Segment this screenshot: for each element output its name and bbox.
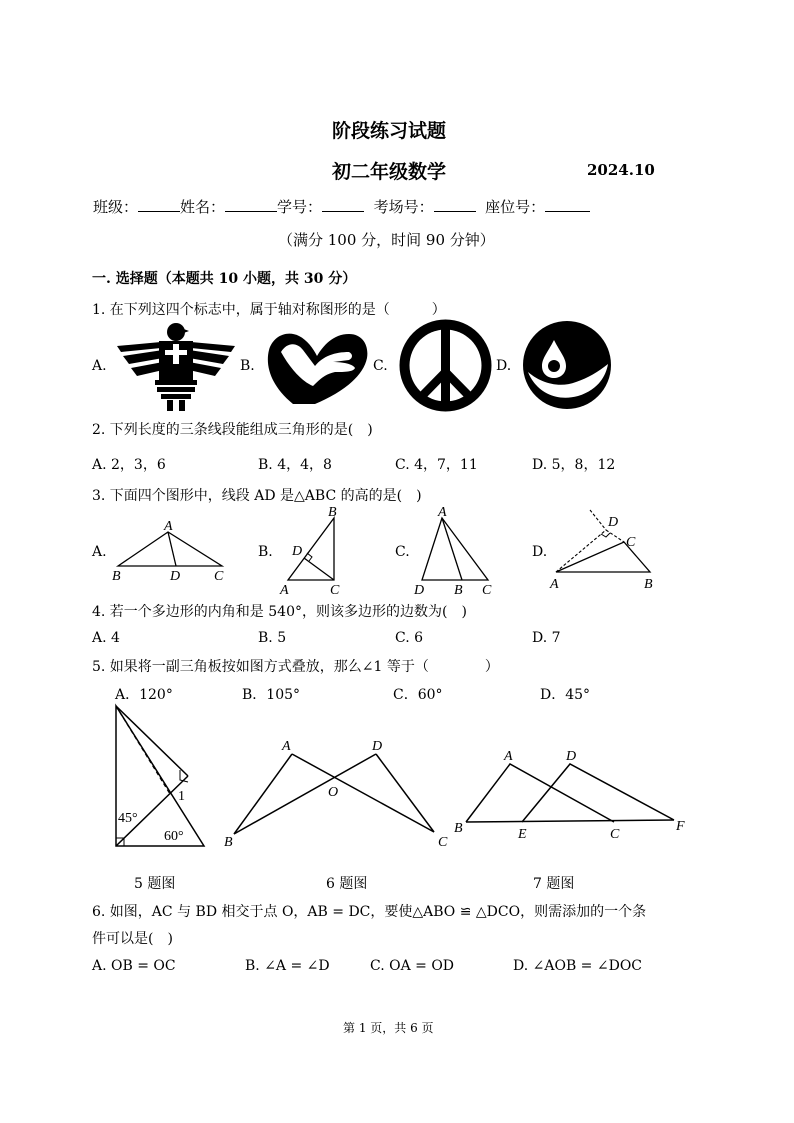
caption-fig5: 5 题图 [134, 876, 176, 892]
q2-stem: 2. 下列长度的三条线段能组成三角形的是( ) [92, 422, 373, 438]
q5-stem: 5. 如果将一副三角板按如图方式叠放，那么∠1 等于（ ） [92, 659, 499, 675]
q4-stem: 4. 若一个多边形的内角和是 540°，则该多边形的边数为( ) [92, 604, 467, 620]
q4-option-d: D. 7 [532, 630, 561, 646]
seat-blank[interactable] [545, 197, 590, 212]
q5-option-c: C．60° [393, 687, 443, 703]
q3a-label-b: B [112, 569, 121, 584]
q6-option-b: B. ∠A = ∠D [245, 958, 330, 974]
seat-label: 座位号： [485, 198, 546, 216]
q3c-label-b: B [454, 583, 463, 598]
q3d-label-d: D [608, 515, 619, 530]
q6-option-a: A. OB = OC [92, 958, 176, 974]
q2-option-b: B. 4，4，8 [258, 457, 332, 473]
caption-fig6: 6 题图 [326, 876, 368, 892]
name-label: 姓名： [180, 198, 226, 216]
q1-stem: 1. 在下列这四个标志中，属于轴对称图形的是（ ） [92, 302, 446, 318]
q3-figure-a [108, 518, 233, 584]
peace-sign-logo-icon [398, 318, 493, 413]
q3b-label-a: A [280, 583, 289, 598]
q6-stem-line1: 6. 如图，AC 与 BD 相交于点 O，AB = DC，要使△ABO ≌ △DCO，则需添加的一个条 [92, 904, 647, 920]
q3c-label-c: C [482, 583, 492, 598]
exam-room-blank[interactable] [434, 197, 476, 212]
fig6-label-o: O [328, 785, 339, 800]
q3b-label-c: C [330, 583, 340, 598]
q5-angle-1-label: 1 [178, 789, 185, 804]
q5-option-a: A．120° [115, 687, 173, 703]
eagle-logo-icon [115, 320, 237, 412]
q2-option-d: D. 5，8，12 [532, 457, 616, 473]
q3c-label-d: D [414, 583, 425, 598]
q6-option-c: C. OA = OD [370, 958, 455, 974]
q3b-label-b: B [328, 505, 337, 520]
q1-option-c: C. [373, 358, 388, 374]
q5-option-d: D．45° [540, 687, 591, 703]
fig7-label-c: C [610, 827, 620, 842]
q3-option-b: B. [258, 544, 273, 560]
q6-option-d: D. ∠AOB = ∠DOC [513, 958, 643, 974]
q5-angle-45-label: 45° [118, 811, 138, 826]
q3b-label-d: D [292, 544, 303, 559]
q3-option-a: A. [92, 544, 107, 560]
q1-option-b: B. [240, 358, 255, 374]
q3a-label-a: A [164, 519, 173, 534]
fig7-label-d: D [566, 749, 577, 764]
q4-option-b: B. 5 [258, 630, 287, 646]
q6-figure [222, 734, 454, 852]
q3-stem: 3. 下面四个图形中，线段 AD 是△ABC 的高的是( ) [92, 488, 422, 504]
fig7-label-f: F [676, 819, 685, 834]
fig7-label-b: B [454, 821, 463, 836]
q1-option-a: A. [92, 358, 107, 374]
student-id-blank[interactable] [322, 197, 364, 212]
class-blank[interactable] [138, 197, 180, 212]
q3d-label-c: C [626, 535, 636, 550]
q3-figure-b [276, 502, 356, 598]
fig6-label-c: C [438, 835, 448, 850]
q5-figure-set-squares [108, 700, 212, 852]
student-id-label: 学号： [277, 198, 323, 216]
q4-option-a: A. 4 [92, 630, 120, 646]
q4-option-c: C. 6 [395, 630, 424, 646]
score-note: （满分 100 分，时间 90 分钟） [278, 231, 495, 249]
q1-option-d: D. [496, 358, 512, 374]
q3a-label-d: D [170, 569, 181, 584]
fig6-label-a: A [282, 739, 291, 754]
q3d-label-a: A [550, 577, 559, 592]
q3a-label-c: C [214, 569, 224, 584]
exam-subtitle: 初二年级数学 [332, 161, 447, 183]
exam-date: 2024.10 [587, 161, 655, 179]
q3-figure-c [410, 502, 500, 598]
q3-option-c: C. [395, 544, 410, 560]
section-heading: 一. 选择题（本题共 10 小题，共 30 分） [92, 271, 357, 287]
fig7-label-e: E [518, 827, 527, 842]
exam-room-label: 考场号： [373, 198, 434, 216]
q7-figure [452, 744, 692, 844]
q2-option-a: A. 2，3，6 [92, 457, 166, 473]
q2-option-c: C. 4，7，11 [395, 457, 478, 473]
q3c-label-a: A [438, 505, 447, 520]
caption-fig7: 7 题图 [533, 876, 575, 892]
q5-option-b: B．105° [242, 687, 301, 703]
q6-stem-line2: 件可以是( ) [92, 931, 173, 947]
student-info-line [93, 196, 590, 217]
page-footer: 第 1 页，共 6 页 [343, 1021, 434, 1035]
fig6-label-b: B [224, 835, 233, 850]
class-label: 班级： [93, 198, 139, 216]
q3d-label-b: B [644, 577, 653, 592]
exam-title: 阶段练习试题 [332, 120, 447, 142]
q3-figure-d [546, 506, 666, 592]
heart-hand-logo-icon [263, 326, 369, 406]
fig6-label-d: D [372, 739, 383, 754]
q5-angle-60-label: 60° [164, 829, 184, 844]
q3-option-d: D. [532, 544, 548, 560]
water-drop-logo-icon [522, 320, 612, 410]
name-blank[interactable] [225, 197, 277, 212]
fig7-label-a: A [504, 749, 513, 764]
